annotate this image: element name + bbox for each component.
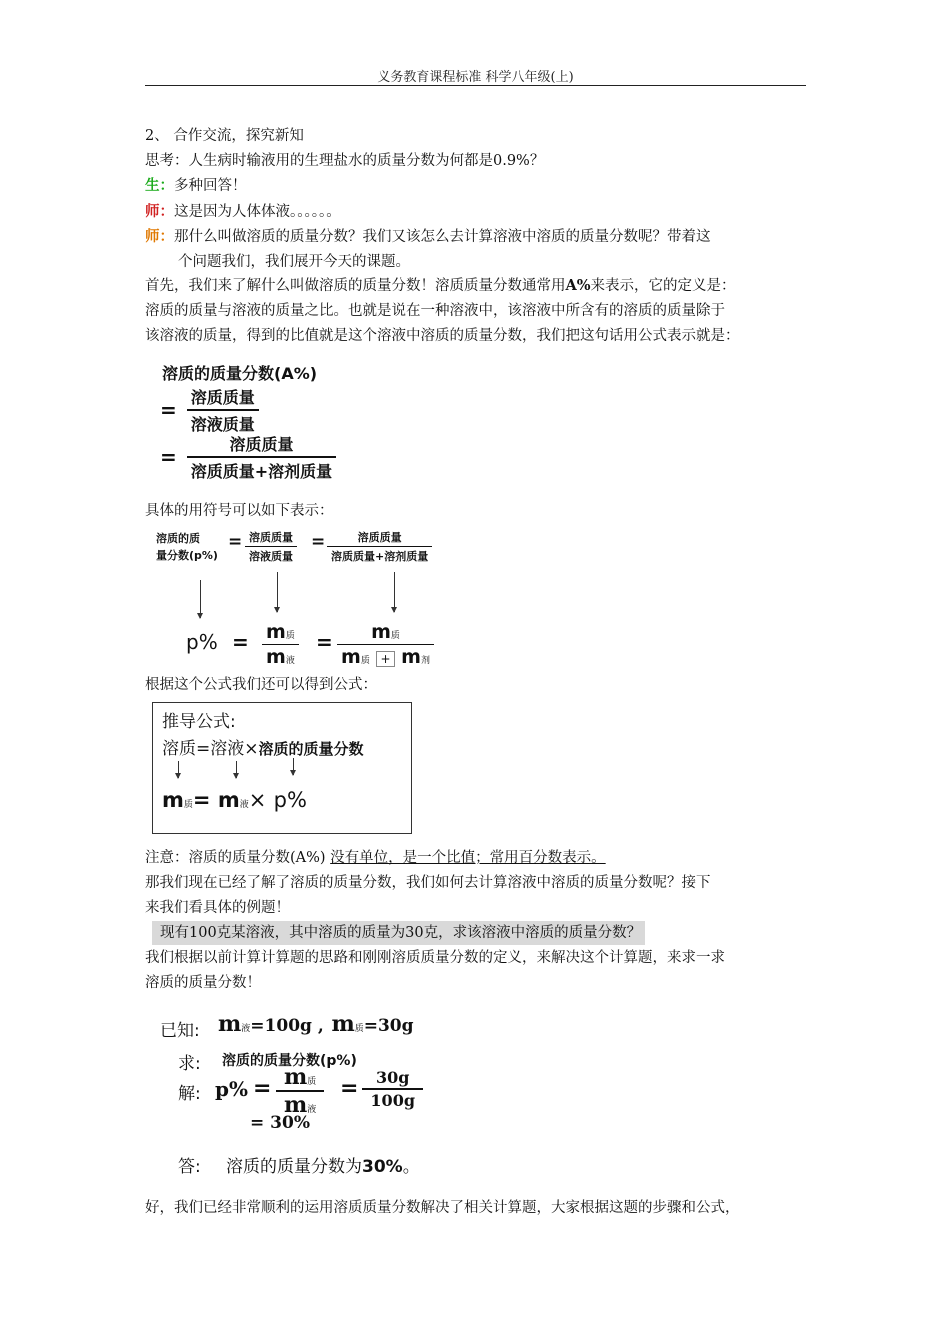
- formula2-fraction3: $\frac{\text{m质}}{\text{m液}}$: [262, 621, 299, 668]
- paragraph-line: 溶质的质量与溶液的质量之比。也就是说在一种溶液中，该溶液中所含有的溶质的质量除于: [145, 303, 725, 319]
- formula2-eq2: =: [311, 532, 326, 552]
- teacher-role: 师：: [145, 203, 174, 220]
- solve-eq2: =: [340, 1076, 359, 1101]
- find-text: 溶质的质量分数(p%): [222, 1053, 357, 1069]
- arrow-down-icon: [277, 572, 278, 612]
- formula2-eq3: =: [232, 630, 249, 654]
- arrow-down-icon: [178, 761, 179, 778]
- formula2-fraction1: $\frac{\text{溶质质量}}{\text{溶液质量}}$: [245, 529, 297, 564]
- formula2-fraction4: $\frac{\text{m质}}{\text{m质 + m剂}}$: [337, 621, 434, 668]
- paragraph-line: 具体的用符号可以如下表示：: [145, 503, 334, 519]
- paragraph-line: 根据这个公式我们还可以得到公式：: [145, 677, 377, 693]
- formula1-row2: = $\frac{\text{溶质质量}}{\text{溶质质量+溶剂质量}}$: [160, 432, 336, 482]
- example-question: 现有100克某溶液，其中溶质的质量为30克，求该溶液中溶质的质量分数？: [152, 921, 645, 945]
- find-label: 求:: [178, 1054, 201, 1074]
- paragraph-line: 我们根据以前计算计算题的思路和刚刚溶质质量分数的定义，来解决这个计算题，来求一求: [145, 950, 725, 966]
- solve-fraction-symbols: $\frac{\text{m质}}{\text{m液}}$: [276, 1064, 324, 1118]
- arrow-down-icon: [293, 758, 294, 775]
- known-values: m液=100g , m质=30g: [218, 1011, 414, 1037]
- paragraph-line: 该溶液的质量，得到的比值就是这个溶液中溶质的质量分数，我们把这句话用公式表示就是：: [145, 328, 740, 344]
- solve-fraction-values: $\frac{30g}{100g}$: [362, 1068, 423, 1110]
- formula3-equation: m质= m液× p%: [162, 788, 307, 812]
- student-role: 生：: [145, 177, 174, 194]
- paragraph-line: 好，我们已经非常顺利的运用溶质质量分数解决了相关计算题，大家根据这题的步骤和公式，: [145, 1200, 740, 1216]
- arrow-down-icon: [200, 580, 201, 618]
- answer-text: 溶质的质量分数为30%。: [226, 1157, 420, 1177]
- note-underlined: 没有单位，是一个比值；常用百分数表示。: [330, 850, 606, 866]
- formula2-eq1: =: [228, 532, 243, 552]
- paragraph-line: 个问题我们，我们展开今天的课题。: [178, 254, 410, 270]
- paragraph-line: 首先，我们来了解什么叫做溶质的质量分数！溶质质量分数通常用A%来表示，它的定义是：: [145, 277, 736, 294]
- teacher-text: 那什么叫做溶质的质量分数？我们又该怎么去计算溶液中溶质的质量分数呢？带着这: [174, 229, 711, 245]
- formula1-title: 溶质的质量分数(A%): [162, 364, 318, 383]
- think-question: 思考：人生病时输液用的生理盐水的质量分数为何都是0.9%？: [145, 153, 545, 169]
- student-line: [145, 174, 247, 198]
- solve-eq1: =: [253, 1076, 272, 1101]
- formula1-fraction1: $\frac{\text{溶质质量}}{\text{溶液质量}}$: [187, 385, 259, 435]
- formula3-line: 溶质=溶液×溶质的质量分数: [162, 739, 364, 759]
- paragraph-line: 那我们现在已经了解了溶质的质量分数，我们如何去计算溶液中溶质的质量分数呢？接下: [145, 875, 711, 891]
- formula2-p-percent: p%: [186, 630, 218, 654]
- teacher-line-2: [145, 225, 711, 249]
- note-line: 注意：溶质的质量分数(A%) 没有单位，是一个比值；常用百分数表示。: [145, 850, 606, 866]
- formula2-fraction2: $\frac{\text{溶质质量}}{\text{溶质质量+溶剂质量}}$: [327, 529, 432, 564]
- formula3-title: 推导公式:: [162, 712, 236, 732]
- arrow-down-icon: [236, 761, 237, 778]
- symbol-a-percent: A%: [565, 277, 591, 294]
- arrow-down-icon: [394, 572, 395, 612]
- solve-p: p%: [215, 1077, 248, 1101]
- header-rule: [145, 85, 806, 86]
- teacher-role: 师：: [145, 228, 174, 245]
- teacher-text: 这是因为人体体液。。。。。。: [174, 204, 341, 220]
- formula2-left-label: 溶质的质 量分数(p%): [156, 532, 218, 562]
- solve-label: 解:: [178, 1084, 201, 1104]
- answer-label: 答:: [178, 1157, 201, 1177]
- formula2-eq4: =: [316, 630, 333, 654]
- section-heading: 2、 合作交流，探究新知: [145, 128, 304, 144]
- formula1-fraction2: $\frac{\text{溶质质量}}{\text{溶质质量+溶剂质量}}$: [187, 432, 336, 482]
- page-header: 义务教育课程标准 科学八年级(上): [377, 70, 574, 85]
- solve-result: = 30%: [250, 1113, 310, 1133]
- paragraph-line: 来我们看具体的例题！: [145, 900, 290, 916]
- formula1-row1: = $\frac{\text{溶质质量}}{\text{溶液质量}}$: [160, 385, 259, 435]
- student-text: 多种回答！: [174, 178, 247, 194]
- teacher-line-1: [145, 200, 341, 224]
- known-label: 已知:: [160, 1021, 200, 1041]
- paragraph-line: 溶质的质量分数！: [145, 975, 261, 991]
